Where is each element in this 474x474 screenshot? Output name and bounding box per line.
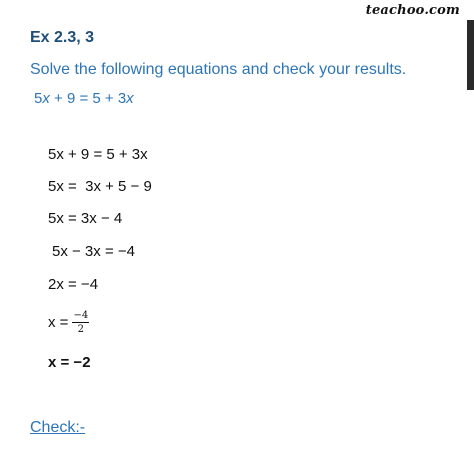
fraction-prefix: x = bbox=[48, 314, 69, 331]
step-4: 5x − 3x = −4 bbox=[52, 243, 135, 260]
teachoo-logo: teachoo.com bbox=[365, 3, 460, 18]
equation-middle: + 9 = 5 + 3 bbox=[49, 90, 127, 107]
step-3: 5x = 3x − 4 bbox=[48, 210, 123, 227]
question-text: Solve the following equations and check your results. bbox=[30, 61, 407, 78]
step-5: 2x = −4 bbox=[48, 276, 99, 293]
equation-lhs-var: x bbox=[42, 90, 50, 107]
equation-rhs-var: x bbox=[126, 90, 134, 107]
step-1: 5x + 9 = 5 + 3x bbox=[48, 146, 148, 163]
check-link[interactable]: Check:- bbox=[30, 419, 86, 436]
given-equation bbox=[34, 90, 134, 107]
fraction bbox=[72, 310, 89, 335]
fraction-denominator: 2 bbox=[77, 324, 84, 335]
fraction-numerator: −4 bbox=[73, 310, 89, 321]
equation-lhs-coef: 5 bbox=[34, 90, 43, 107]
scrollbar-thumb[interactable] bbox=[467, 20, 474, 90]
final-answer: x = −2 bbox=[48, 354, 91, 371]
step-2: 5x = 3x + 5 − 9 bbox=[48, 178, 152, 195]
fraction-step bbox=[48, 310, 89, 335]
exercise-heading: Ex 2.3, 3 bbox=[30, 29, 95, 46]
